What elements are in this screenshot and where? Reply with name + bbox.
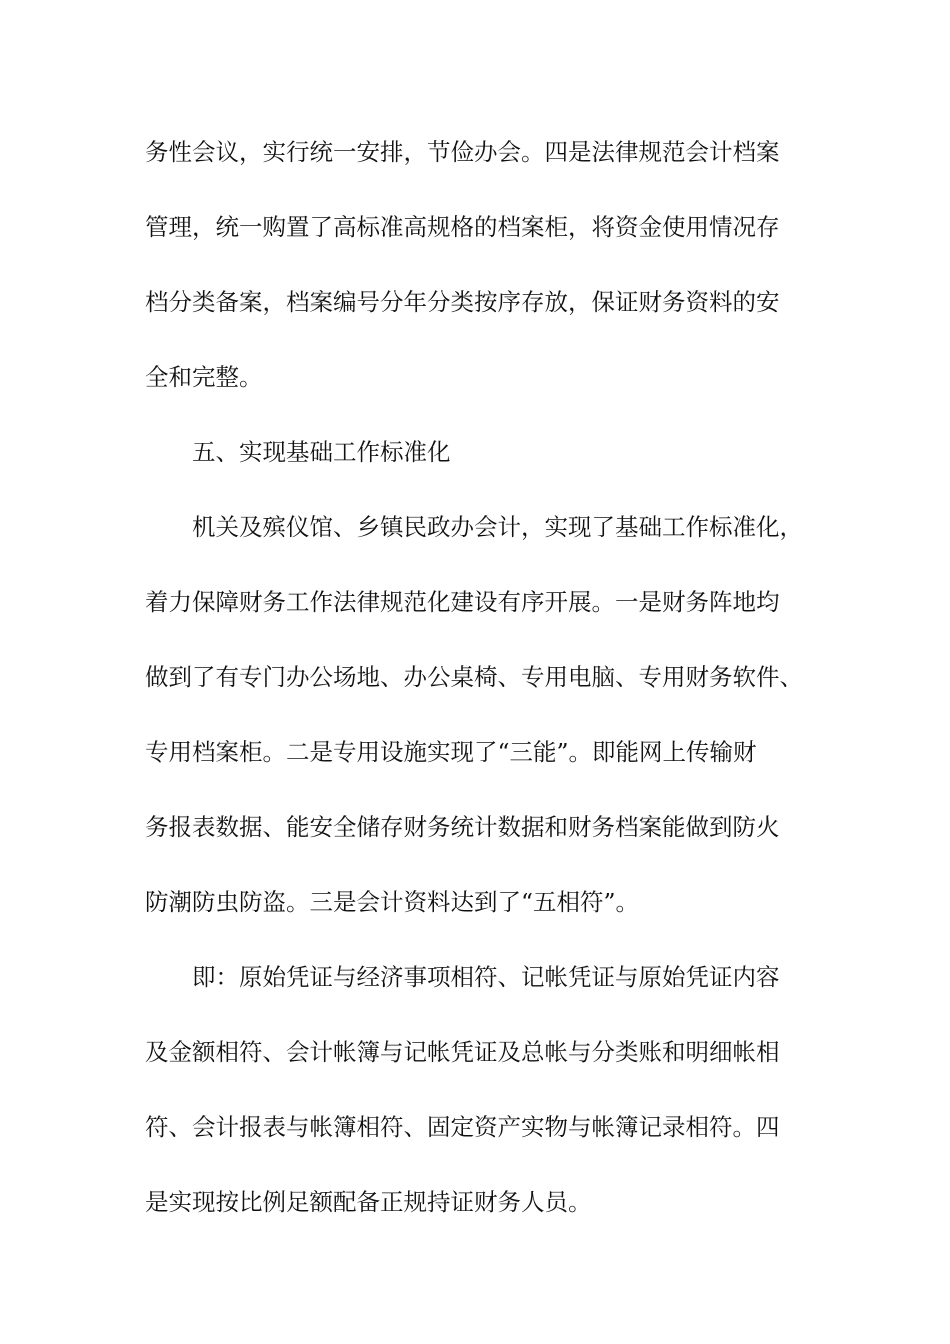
- text-line: 档分类备案，档案编号分年分类按序存放，保证财务资料的安: [145, 288, 780, 316]
- text-line: 着力保障财务工作法律规范化建设有序开展。一是财务阵地均: [145, 588, 780, 616]
- text-line: 机关及殡仪馆、乡镇民政办会计，实现了基础工作标准化，: [192, 513, 803, 541]
- document-body: [145, 115, 835, 1240]
- text-line: 做到了有专门办公场地、办公桌椅、专用电脑、专用财务软件、: [145, 663, 803, 691]
- text-line: 是实现按比例足额配备正规持证财务人员。: [145, 1188, 592, 1216]
- text-line: 全和完整。: [145, 363, 263, 391]
- text-line: 即：原始凭证与经济事项相符、记帐凭证与原始凭证内容: [192, 963, 780, 991]
- text-line: 务报表数据、能安全储存财务统计数据和财务档案能做到防火: [145, 813, 780, 841]
- text-line: 务性会议，实行统一安排，节俭办会。四是法律规范会计档案: [145, 138, 780, 166]
- text-line: 管理，统一购置了高标准高规格的档案柜，将资金使用情况存: [145, 213, 780, 241]
- text-line: 专用档案柜。二是专用设施实现了“三能”。即能网上传输财: [145, 738, 757, 766]
- section-heading-five: [145, 415, 835, 490]
- paragraph-standardization: [145, 490, 835, 940]
- section-heading-text: 五、实现基础工作标准化: [192, 438, 451, 466]
- paragraph-archive-management: [145, 115, 835, 415]
- text-line: 符、会计报表与帐簿相符、固定资产实物与帐簿记录相符。四: [145, 1113, 780, 1141]
- text-line: 及金额相符、会计帐簿与记帐凭证及总帐与分类账和明细帐相: [145, 1038, 780, 1066]
- text-line: 防潮防虫防盗。三是会计资料达到了“五相符”。: [145, 888, 640, 916]
- paragraph-five-matches: [145, 940, 835, 1240]
